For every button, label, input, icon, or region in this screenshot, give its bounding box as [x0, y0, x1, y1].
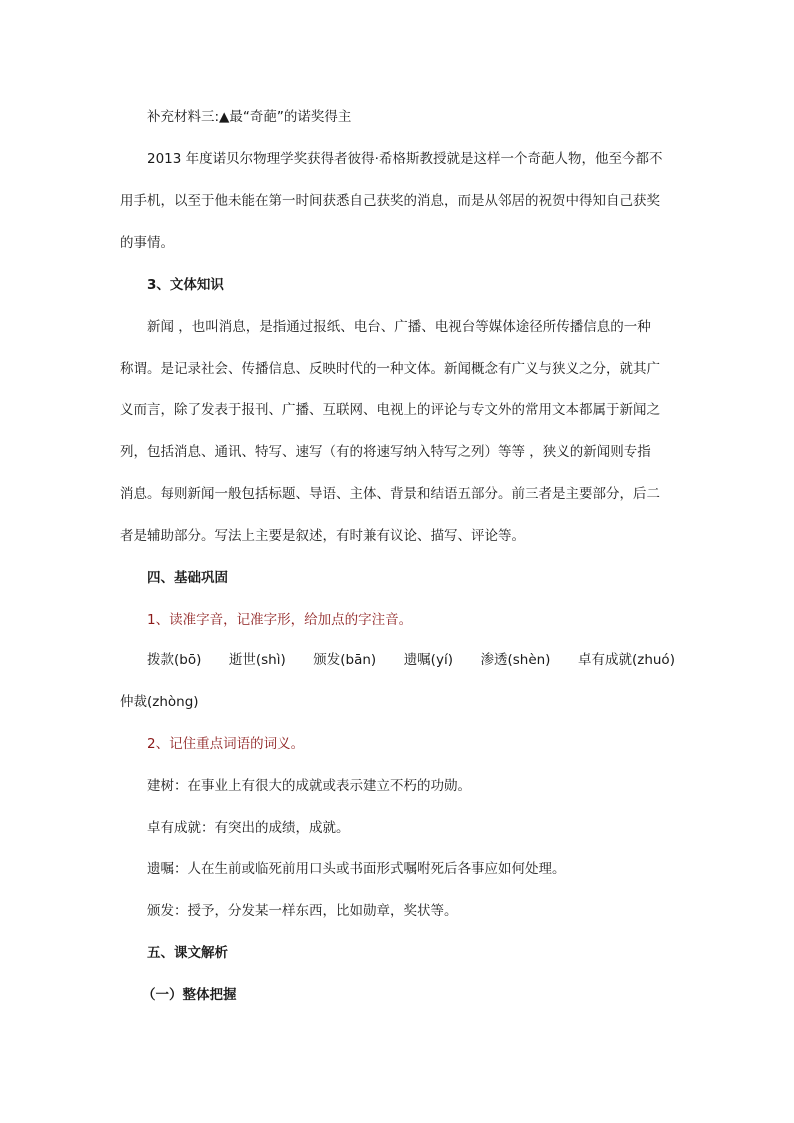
pinyin-item-last: 仲裁(zhòng) — [120, 694, 199, 710]
section3-line-6: 者是辅助部分。写法上主要是叙述，有时兼有议论、描写、评论等。 — [120, 528, 525, 544]
section4-heading: 四、基础巩固 — [147, 570, 228, 586]
definition-1: 建树：在事业上有很大的成就或表示建立不朽的功勋。 — [147, 778, 471, 794]
section3-line-4: 列，包括消息、通讯、特写、速写（有的将速写纳入特写之列）等等 ，狭义的新闻则专指 — [120, 444, 651, 460]
section5-subheading: （一）整体把握 — [142, 987, 237, 1003]
pinyin-item: 卓有成就(zhuó) — [577, 652, 675, 668]
pinyin-item: 逝世(shì) — [228, 652, 286, 668]
question-1: 1、读准字音，记准字形，给加点的字注音。 — [147, 612, 413, 628]
pinyin-list — [147, 650, 675, 670]
section3-line-3: 义而言，除了发表于报刊、广播、互联网、电视上的评论与专文外的常用文本都属于新闻之 — [120, 402, 660, 418]
definition-2: 卓有成就：有突出的成绩，成就。 — [147, 820, 350, 836]
section3-line-5: 消息。每则新闻一般包括标题、导语、主体、背景和结语五部分。前三者是主要部分，后二 — [120, 486, 660, 502]
question-2: 2、记住重点词语的词义。 — [147, 736, 305, 752]
section3-line-1: 新闻 ，也叫消息，是指通过报纸、电台、广播、电视台等媒体途径所传播信息的一种 — [147, 319, 651, 335]
pinyin-item: 拨款(bō) — [147, 652, 202, 668]
definition-4: 颁发：授予，分发某一样东西，比如勋章，奖状等。 — [147, 903, 458, 919]
material3-line-3: 的事情。 — [120, 235, 174, 251]
material3-title: 补充材料三:▲最“奇葩”的诺奖得主 — [147, 109, 352, 125]
pinyin-item: 颁发(bān) — [313, 652, 377, 668]
material3-line-1: 2013 年度诺贝尔物理学奖获得者彼得·希格斯教授就是这样一个奇葩人物，他至今都不 — [147, 151, 663, 167]
pinyin-item: 渗透(shèn) — [480, 652, 551, 668]
section5-heading: 五、课文解析 — [147, 945, 228, 961]
section3-line-2: 称谓。是记录社会、传播信息、反映时代的一种文体。新闻概念有广义与狭义之分，就其广 — [120, 361, 660, 377]
pinyin-item: 遗嘱(yí) — [403, 652, 453, 668]
definition-3: 遗嘱：人在生前或临死前用口头或书面形式嘱咐死后各事应如何处理。 — [147, 861, 566, 877]
material3-line-2: 用手机，以至于他未能在第一时间获悉自己获奖的消息，而是从邻居的祝贺中得知自己获奖 — [120, 193, 660, 209]
section3-heading: 3、文体知识 — [147, 277, 224, 293]
